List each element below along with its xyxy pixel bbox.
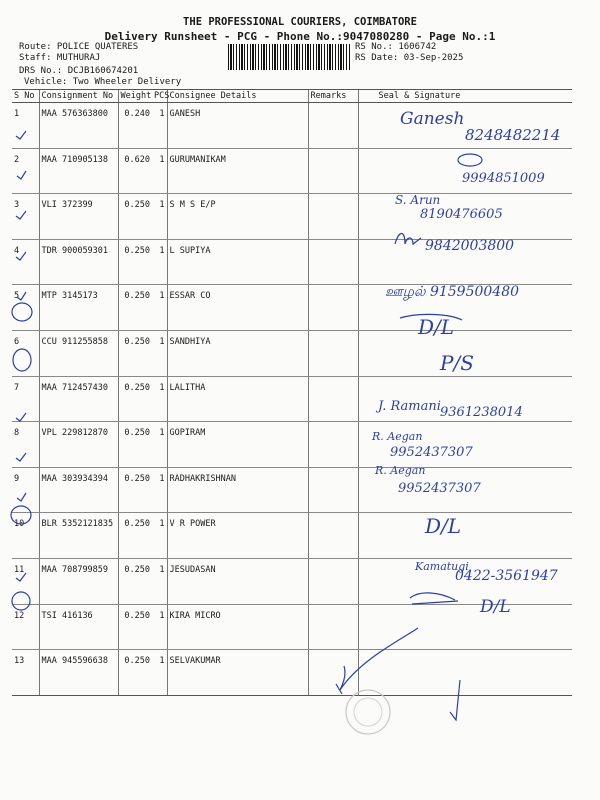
table-row	[12, 330, 572, 376]
runsheet-subtitle: Delivery Runsheet - PCG - Phone No.:9047080280 - Page No.:1	[104, 30, 496, 43]
row-sno: 8	[12, 422, 39, 468]
phone-row8: 9361238014	[440, 405, 523, 420]
row-consignee: GOPIRAM	[167, 422, 308, 468]
signature-row5: ஊழல் 9159500480	[385, 284, 520, 300]
row-consignee: LALITHA	[167, 376, 308, 422]
row-pcs: 1	[152, 239, 167, 285]
row-weight: 0.250	[118, 285, 152, 331]
row-remarks	[308, 103, 358, 149]
row-weight: 0.250	[118, 376, 152, 422]
row-seal	[358, 239, 572, 285]
row-sno: 5	[12, 285, 39, 331]
row-sno: 1	[12, 103, 39, 149]
row-seal	[358, 467, 572, 513]
ps-mark-row7: P/S	[440, 351, 474, 375]
rs-date: RS Date: 03-Sep-2025	[355, 53, 464, 63]
drs-text: DRS No.: DCJB160674201	[19, 66, 139, 76]
row-pcs: 1	[152, 513, 167, 559]
table-row	[12, 604, 572, 650]
row-weight: 0.250	[118, 422, 152, 468]
row-consignment: MAA 708799859	[39, 558, 118, 604]
row-sno: 12	[12, 604, 39, 650]
row-consignee: L SUPIYA	[167, 239, 308, 285]
row-sno: 7	[12, 376, 39, 422]
table-row	[12, 239, 572, 285]
phone-row1: 8248482214	[465, 126, 561, 144]
row-weight: 0.250	[118, 467, 152, 513]
row-weight: 0.250	[118, 330, 152, 376]
faint-stamp	[346, 690, 390, 734]
row-consignment: TDR 900059301	[39, 239, 118, 285]
col-seal: Seal & Signature	[358, 90, 572, 103]
row-pcs: 1	[152, 285, 167, 331]
col-weight: Weight	[118, 90, 152, 103]
row-consignment: CCU 911255858	[39, 330, 118, 376]
signature-row3: S. Arun	[395, 193, 441, 207]
row-remarks	[308, 239, 358, 285]
row-consignee: SANDHIYA	[167, 330, 308, 376]
rs-number: RS No.: 1606742	[355, 42, 437, 52]
row-pcs: 1	[152, 650, 167, 696]
row-seal	[358, 103, 572, 149]
phone-row12: 0422-3561947	[455, 568, 558, 584]
row-consignee: SELVAKUMAR	[167, 650, 308, 696]
phone-row10: 9952437307	[398, 481, 481, 496]
row-consignment: MTP 3145173	[39, 285, 118, 331]
dl-mark-row13: D/L	[480, 597, 511, 617]
vehicle-text: Vehicle: Two Wheeler Delivery	[24, 77, 182, 87]
row-sno: 9	[12, 467, 39, 513]
row-pcs: 1	[152, 330, 167, 376]
row-remarks	[308, 285, 358, 331]
row-pcs: 1	[152, 148, 167, 194]
row-consignee: JESUDASAN	[167, 558, 308, 604]
row-remarks	[308, 604, 358, 650]
col-consignee: Consignee Details	[167, 90, 308, 103]
row-sno: 13	[12, 650, 39, 696]
table-row	[12, 513, 572, 559]
row-consignment: VLI 372399	[39, 194, 118, 240]
row-seal	[358, 285, 572, 331]
row-consignment: MAA 303934394	[39, 467, 118, 513]
row-consignee: RADHAKRISHNAN	[167, 467, 308, 513]
row-sno: 2	[12, 148, 39, 194]
row-seal	[358, 330, 572, 376]
row-sno: 4	[12, 239, 39, 285]
row-pcs: 1	[152, 376, 167, 422]
company-title: THE PROFESSIONAL COURIERS, COIMBATORE	[183, 16, 417, 28]
row-remarks	[308, 467, 358, 513]
row-consignee: GANESH	[167, 103, 308, 149]
table-header-row	[12, 90, 572, 103]
table-row	[12, 558, 572, 604]
row-remarks	[308, 650, 358, 696]
row-consignee: S M S E/P	[167, 194, 308, 240]
staff-text: Staff: MUTHURAJ	[19, 53, 101, 63]
barcode	[228, 44, 350, 70]
row-remarks	[308, 376, 358, 422]
dl-mark-row11: D/L	[425, 514, 462, 538]
row-sno: 3	[12, 194, 39, 240]
row-weight: 0.250	[118, 650, 152, 696]
row-seal	[358, 148, 572, 194]
row-remarks	[308, 194, 358, 240]
row-weight: 0.250	[118, 239, 152, 285]
row-consignee: KIRA MICRO	[167, 604, 308, 650]
row-weight: 0.250	[118, 558, 152, 604]
table-row	[12, 467, 572, 513]
row-remarks	[308, 148, 358, 194]
row-weight: 0.250	[118, 513, 152, 559]
phone-row9: 9952437307	[390, 445, 473, 460]
row-consignee: ESSAR CO	[167, 285, 308, 331]
row-consignment: MAA 712457430	[39, 376, 118, 422]
col-remarks: Remarks	[308, 90, 358, 103]
row-remarks	[308, 558, 358, 604]
row-consignment: MAA 710905138	[39, 148, 118, 194]
signature-row12: Kamatugi	[415, 560, 469, 573]
row-consignee: V R POWER	[167, 513, 308, 559]
row-sno: 6	[12, 330, 39, 376]
dl-mark-row6: D/L	[418, 315, 455, 339]
runsheet-table	[12, 89, 572, 696]
row-consignment: TSI 416136	[39, 604, 118, 650]
table-row	[12, 285, 572, 331]
row-pcs: 1	[152, 558, 167, 604]
row-pcs: 1	[152, 194, 167, 240]
row-pcs: 1	[152, 467, 167, 513]
row-seal	[358, 604, 572, 650]
row-pcs: 1	[152, 604, 167, 650]
row-consignee: GURUMANIKAM	[167, 148, 308, 194]
row-seal	[358, 194, 572, 240]
row-weight: 0.240	[118, 103, 152, 149]
row-remarks	[308, 330, 358, 376]
row-seal	[358, 376, 572, 422]
phone-row3: 8190476605	[420, 207, 503, 222]
row-seal	[358, 558, 572, 604]
table-row	[12, 422, 572, 468]
row-weight: 0.250	[118, 194, 152, 240]
signature-row10: R. Aegan	[375, 464, 426, 477]
signature-row8: J. Ramani	[378, 399, 441, 414]
row-seal	[358, 650, 572, 696]
phone-row2: 9994851009	[462, 171, 545, 186]
row-sno: 11	[12, 558, 39, 604]
table-row	[12, 194, 572, 240]
row-seal	[358, 422, 572, 468]
col-sno: S No	[12, 90, 39, 103]
row-consignment: MAA 576363800	[39, 103, 118, 149]
row-pcs: 1	[152, 103, 167, 149]
col-consignment: Consignment No	[39, 90, 118, 103]
table-row	[12, 376, 572, 422]
col-pcs: PCS	[154, 91, 170, 101]
row-sno: 10	[12, 513, 39, 559]
row-consignment: VPL 229812870	[39, 422, 118, 468]
row-weight: 0.250	[118, 604, 152, 650]
route-text: Route: POLICE QUATERES	[19, 42, 139, 52]
row-weight: 0.620	[118, 148, 152, 194]
table-row	[12, 103, 572, 149]
table-row	[12, 148, 572, 194]
phone-row4: 9842003800	[425, 238, 515, 254]
faint-stamp-inner	[354, 698, 382, 726]
row-consignment: MAA 945596638	[39, 650, 118, 696]
signature-row9: R. Aegan	[372, 430, 423, 443]
signature-row1: Ganesh	[400, 109, 465, 129]
row-remarks	[308, 422, 358, 468]
row-consignment: BLR 5352121835	[39, 513, 118, 559]
row-seal	[358, 513, 572, 559]
row-remarks	[308, 513, 358, 559]
row-pcs: 1	[152, 422, 167, 468]
table-row	[12, 650, 572, 696]
